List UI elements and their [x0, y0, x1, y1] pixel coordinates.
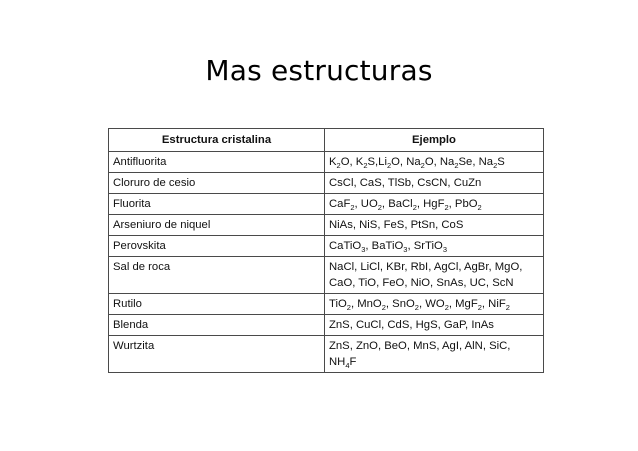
subscript: 3 — [442, 245, 447, 254]
subscript: 2 — [444, 203, 449, 212]
subscript: 2 — [477, 303, 482, 312]
example-cell — [325, 294, 544, 315]
formula-text: K — [329, 156, 337, 168]
example-cell — [325, 152, 544, 173]
subscript: 2 — [505, 303, 510, 312]
header-structure: Estructura cristalina — [109, 129, 325, 152]
formula-text: , BaTiO — [365, 240, 404, 252]
formula-text: , NiF — [481, 298, 506, 310]
example-cell — [325, 173, 544, 194]
subscript: 2 — [336, 161, 341, 170]
table-body — [109, 152, 544, 373]
formula-text: , SnO — [385, 298, 415, 310]
formula-text: O, Na — [424, 156, 455, 168]
subscript: 2 — [381, 303, 386, 312]
subscript: 2 — [454, 161, 459, 170]
formula-text: , BaCl — [381, 198, 413, 210]
subscript: 3 — [403, 245, 408, 254]
subscript: 2 — [377, 203, 382, 212]
table-row — [109, 215, 544, 236]
formula-text: , WO — [418, 298, 445, 310]
header-example: Ejemplo — [325, 129, 544, 152]
formula-text: , UO — [354, 198, 378, 210]
subscript: 2 — [412, 203, 417, 212]
structure-cell: Blenda — [109, 315, 325, 336]
structure-cell: Cloruro de cesio — [109, 173, 325, 194]
formula-text: O, Na — [391, 156, 421, 168]
formula-text: , MnO — [350, 298, 382, 310]
subscript: 2 — [414, 303, 419, 312]
structure-cell: Wurtzita — [109, 336, 325, 373]
example-cell — [325, 215, 544, 236]
subscript: 2 — [386, 161, 392, 170]
structure-cell: Sal de roca — [109, 257, 325, 294]
formula-text: , SrTiO — [407, 240, 443, 252]
structure-cell: Antifluorita — [109, 152, 325, 173]
formula-text: CsCl, CaS, TlSb, CsCN, CuZn — [329, 177, 482, 189]
subscript: 3 — [361, 245, 366, 254]
formula-text: F — [349, 356, 357, 368]
table-header-row — [109, 129, 544, 152]
structure-cell: Arseniuro de niquel — [109, 215, 325, 236]
slide-title: Mas estructuras — [205, 54, 433, 87]
subscript: 2 — [444, 303, 449, 312]
formula-text: CaF — [329, 198, 351, 210]
formula-text: TiO — [329, 298, 347, 310]
formula-text: CaTiO — [329, 240, 362, 252]
structure-cell: Perovskita — [109, 236, 325, 257]
formula-text: NaCl, LiCl, KBr, RbI, AgCl, AgBr, MgO, CaO, TiO, FeO, NiO, SnAs, UC, ScN — [329, 261, 523, 289]
example-cell — [325, 336, 544, 373]
crystal-structures-table — [108, 128, 544, 373]
table-row — [109, 336, 544, 373]
subscript: 2 — [346, 303, 351, 312]
subscript: 2 — [363, 161, 368, 170]
example-cell — [325, 315, 544, 336]
formula-text: , HgF — [416, 198, 445, 210]
table-row — [109, 257, 544, 294]
formula-text: O, K — [340, 156, 364, 168]
subscript: 2 — [420, 161, 425, 170]
formula-text: ZnS, CuCl, CdS, HgS, GaP, InAs — [329, 319, 494, 331]
example-cell — [325, 236, 544, 257]
table-row — [109, 236, 544, 257]
table-row — [109, 173, 544, 194]
formula-text: , PbO — [448, 198, 478, 210]
table-row — [109, 294, 544, 315]
formula-text: S — [497, 156, 505, 168]
formula-text: ZnS, ZnO, BeO, MnS, AgI, AlN, SiC, NH — [329, 340, 511, 368]
formula-text: , MgF — [448, 298, 478, 310]
subscript: 2 — [477, 203, 482, 212]
formula-text: NiAs, NiS, FeS, PtSn, CoS — [329, 219, 464, 231]
example-cell — [325, 194, 544, 215]
structure-cell: Fluorita — [109, 194, 325, 215]
table-row — [109, 194, 544, 215]
subscript: 2 — [350, 203, 355, 212]
table-row — [109, 315, 544, 336]
formula-text: Se, Na — [458, 156, 494, 168]
table-row — [109, 152, 544, 173]
subscript: 2 — [493, 161, 498, 170]
example-cell — [325, 257, 544, 294]
subscript: 4 — [345, 361, 350, 370]
structure-cell: Rutilo — [109, 294, 325, 315]
formula-text: S,Li — [367, 156, 387, 168]
